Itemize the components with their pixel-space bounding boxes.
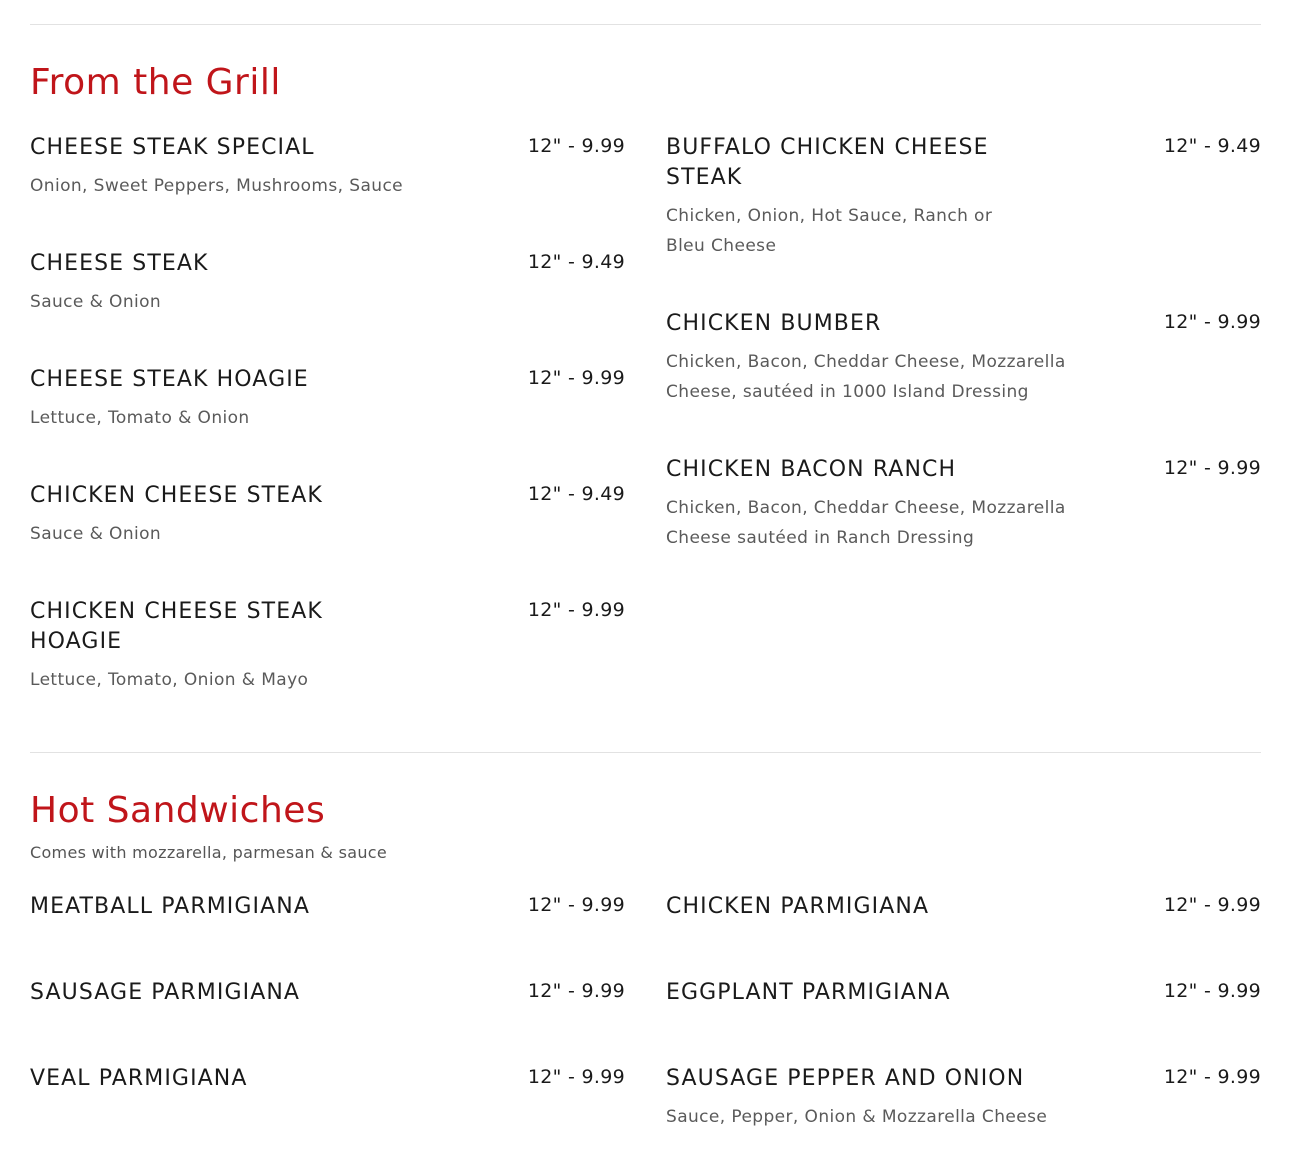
item-description: Sauce & Onion	[30, 524, 162, 544]
item-price: 12" - 9.99	[1163, 1066, 1261, 1088]
item-description: Onion, Sweet Peppers, Mushrooms, Sauce	[30, 176, 404, 196]
menu-item[interactable]	[30, 249, 625, 319]
item-description: Sauce, Pepper, Onion & Mozzarella Cheese	[666, 1107, 1048, 1127]
item-name: CHEESE STEAK SPECIAL	[30, 135, 315, 160]
menu-item[interactable]	[666, 309, 1261, 409]
item-name: CHICKEN CHEESE STEAK	[30, 483, 323, 508]
menu-item[interactable]	[666, 133, 1261, 263]
item-name: EGGPLANT PARMIGIANA	[666, 980, 951, 1005]
menu-item[interactable]	[30, 1064, 625, 1098]
item-description: Chicken, Bacon, Cheddar Cheese, Mozzarella Cheese, sautéed in 1000 Island Dressing	[666, 352, 1066, 402]
item-price: 12" - 9.99	[1163, 457, 1261, 479]
item-description: Chicken, Onion, Hot Sauce, Ranch or Bleu Cheese	[666, 206, 993, 256]
section-title-grill: From the Grill	[30, 62, 281, 103]
section-divider	[30, 24, 1261, 25]
item-name: MEATBALL PARMIGIANA	[30, 894, 310, 919]
item-name: CHICKEN BACON RANCH	[666, 457, 957, 482]
item-name: CHICKEN CHEESE STEAK HOAGIE	[30, 599, 323, 654]
menu-item[interactable]	[30, 597, 625, 697]
item-price: 12" - 9.99	[527, 980, 625, 1002]
item-price: 12" - 9.49	[527, 483, 625, 505]
section-subtitle: Comes with mozzarella, parmesan & sauce	[30, 843, 387, 862]
menu-item[interactable]	[666, 978, 1261, 1012]
item-description: Chicken, Bacon, Cheddar Cheese, Mozzarella Cheese sautéed in Ranch Dressing	[666, 498, 1066, 548]
menu-item[interactable]	[30, 892, 625, 926]
menu-item[interactable]	[30, 481, 625, 551]
item-description: Lettuce, Tomato, Onion & Mayo	[30, 670, 309, 690]
section-divider	[30, 752, 1261, 753]
menu-item[interactable]	[666, 892, 1261, 926]
item-price: 12" - 9.99	[527, 135, 625, 157]
item-price: 12" - 9.99	[1163, 894, 1261, 916]
menu-item[interactable]	[30, 978, 625, 1012]
menu-item[interactable]	[30, 365, 625, 435]
item-price: 12" - 9.99	[527, 367, 625, 389]
item-price: 12" - 9.99	[527, 1066, 625, 1088]
item-name: VEAL PARMIGIANA	[30, 1066, 248, 1091]
item-description: Sauce & Onion	[30, 292, 162, 312]
item-price: 12" - 9.99	[527, 599, 625, 621]
item-name: CHEESE STEAK HOAGIE	[30, 367, 309, 392]
section-title-hot-sandwiches: Hot Sandwiches	[30, 790, 326, 831]
item-price: 12" - 9.49	[527, 251, 625, 273]
item-price: 12" - 9.99	[1163, 980, 1261, 1002]
item-name: CHICKEN PARMIGIANA	[666, 894, 930, 919]
item-name: SAUSAGE PEPPER AND ONION	[666, 1066, 1025, 1091]
item-name: SAUSAGE PARMIGIANA	[30, 980, 301, 1005]
menu-item[interactable]	[30, 133, 625, 203]
item-description: Lettuce, Tomato & Onion	[30, 408, 250, 428]
menu-item[interactable]	[666, 455, 1261, 555]
item-name: CHICKEN BUMBER	[666, 311, 882, 336]
item-name: BUFFALO CHICKEN CHEESE STEAK	[666, 135, 989, 190]
item-price: 12" - 9.49	[1163, 135, 1261, 157]
item-name: CHEESE STEAK	[30, 251, 209, 276]
item-price: 12" - 9.99	[1163, 311, 1261, 333]
item-price: 12" - 9.99	[527, 894, 625, 916]
menu-item[interactable]	[666, 1064, 1261, 1134]
